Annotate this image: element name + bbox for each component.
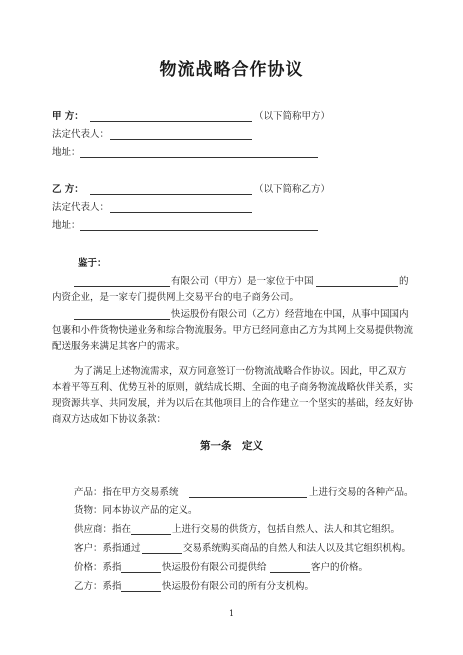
def-supplier-part2: 上进行交易的供货方，包括自然人、法人和其它组织。 [172, 524, 401, 535]
whereas-p1-part2: 的 [399, 276, 409, 287]
party-b-addr-label: 地址： [52, 220, 81, 231]
party-b-suffix: （以下简称乙方） [254, 184, 331, 195]
party-a-addr-blank [80, 157, 318, 158]
def-product-part1: 产品：指在甲方交易系统 [74, 487, 179, 498]
whereas-p2-line1: 快运股份有限公司（乙方）经营地在中国，从事中国国内 [171, 309, 409, 320]
whereas-p2-blank [74, 319, 170, 320]
def-supplier-part1: 供应商：指在 [74, 524, 132, 535]
whereas-p1-blank-1 [74, 286, 170, 287]
whereas-p3-line3: 现资源共享、共同发展，并为以后在其他项目上的合作建立一个坚实的基础，经友好协 [52, 398, 414, 409]
party-b-rep-blank [110, 212, 252, 213]
whereas-p2-line3: 配送服务来满足其客户的需求。 [52, 341, 186, 352]
whereas-p1-part1: 有限公司（甲方）是一家位于中国 [171, 276, 314, 287]
whereas-p3-line1: 为了满足上述物流需求，双方同意签订一份物流战略合作协议。因此，甲乙双方 [74, 366, 407, 377]
party-a-suffix: （以下简称甲方） [254, 111, 331, 122]
def-price-part1: 价格：系指 [74, 562, 122, 573]
def-price-part2: 快运股份有限公司提供给 [162, 562, 267, 573]
def-party-b-part2: 快运股份有限公司的所有分支机构。 [162, 581, 315, 592]
party-a-addr-label: 地址： [52, 147, 81, 158]
whereas-heading: 鉴于： [78, 258, 107, 269]
def-customer-part2: 交易系统购买商品的自然人和法人以及其它组织机构。 [183, 543, 412, 554]
def-customer-blank [142, 553, 182, 554]
whereas-p3-line2: 本着平等互利、优势互补的原则，就结成长期、全面的电子商务物流战略伙伴关系，实 [52, 382, 414, 393]
def-product-blank [189, 497, 307, 498]
party-a-label: 甲 方： [52, 111, 84, 122]
def-party-b-blank [121, 591, 161, 592]
party-a-name-blank [90, 121, 252, 122]
party-a-rep-label: 法定代表人： [52, 129, 110, 140]
party-b-rep-label: 法定代表人： [52, 202, 110, 213]
party-b-label: 乙 方： [52, 184, 84, 195]
party-a-rep-blank [110, 139, 252, 140]
page-number: 1 [228, 609, 235, 618]
whereas-p1-line2: 内资企业，是一家专门提供网上交易平台的电子商务公司。 [52, 292, 300, 303]
def-price-blank-1 [121, 572, 161, 573]
def-price-blank-2 [270, 572, 310, 573]
whereas-p1-blank-2 [316, 286, 398, 287]
whereas-p2-line2: 包裹和小件货物快递业务和综合物流服务。甲方已经同意由乙方为其网上交易提供物流 [52, 325, 414, 336]
document-title: 物流战略合作协议 [159, 60, 304, 80]
def-supplier-blank [131, 534, 171, 535]
party-b-addr-blank [80, 230, 318, 231]
def-product-part2: 上进行交易的各种产品。 [309, 487, 414, 498]
whereas-p3-line4: 商双方达成如下协议条款： [52, 414, 167, 425]
def-party-b-part1: 乙方：系指 [74, 581, 122, 592]
def-goods: 货物：同本协议产品的定义。 [74, 505, 198, 516]
def-customer-part1: 客户：系指通过 [74, 543, 141, 554]
def-price-part3: 客户的价格。 [311, 562, 369, 573]
party-b-name-blank [90, 194, 252, 195]
article-1-heading: 第一条 定义 [200, 440, 263, 452]
